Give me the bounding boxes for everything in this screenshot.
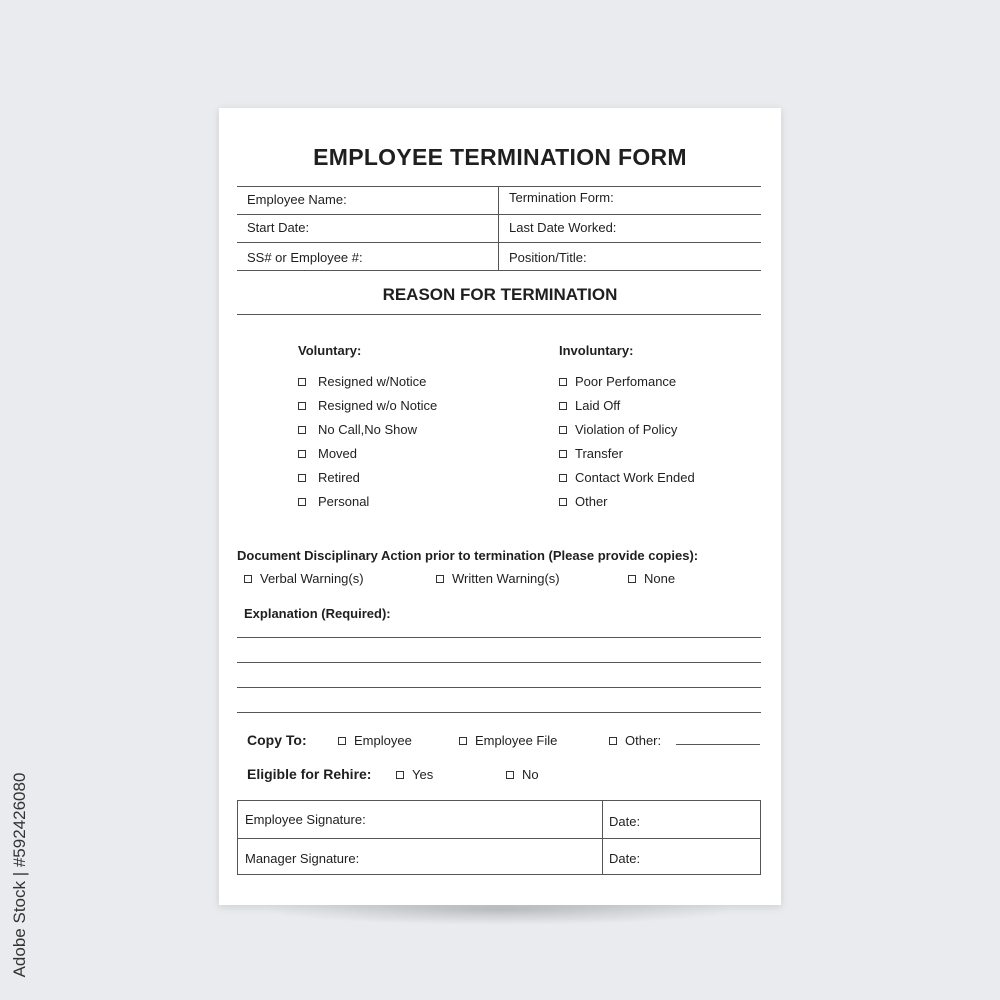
voluntary-option-retired[interactable]: Retired	[298, 470, 360, 485]
info-grid-bottom-line	[237, 270, 761, 271]
checkbox-icon[interactable]	[559, 498, 567, 506]
involuntary-option-poor-performance[interactable]: Poor Perfomance	[559, 374, 676, 389]
checkbox-icon[interactable]	[559, 450, 567, 458]
copy-to-option-employee[interactable]: Employee	[338, 733, 412, 748]
checkbox-icon[interactable]	[244, 575, 252, 583]
involuntary-option-violation-of-policy[interactable]: Violation of Policy	[559, 422, 677, 437]
disciplinary-option-verbal-warning[interactable]: Verbal Warning(s)	[244, 571, 364, 586]
termination-form-page	[219, 108, 781, 905]
explanation-label: Explanation (Required):	[244, 606, 391, 621]
copy-to-other-line[interactable]	[676, 744, 760, 745]
voluntary-option-moved[interactable]: Moved	[298, 446, 357, 461]
checkbox-icon[interactable]	[338, 737, 346, 745]
checkbox-icon[interactable]	[298, 402, 306, 410]
rehire-option-yes[interactable]: Yes	[396, 767, 433, 782]
explanation-line-4[interactable]	[237, 712, 761, 713]
info-grid-line-2	[237, 242, 761, 243]
employee-name-field[interactable]: Employee Name:	[247, 192, 347, 207]
checkbox-icon[interactable]	[298, 474, 306, 482]
manager-signature-field[interactable]: Manager Signature:	[245, 851, 360, 866]
copy-to-option-other[interactable]: Other:	[609, 733, 661, 748]
checkbox-icon[interactable]	[609, 737, 617, 745]
checkbox-icon[interactable]	[298, 450, 306, 458]
start-date-field[interactable]: Start Date:	[247, 220, 310, 235]
checkbox-icon[interactable]	[559, 378, 567, 386]
involuntary-option-transfer[interactable]: Transfer	[559, 446, 623, 461]
checkbox-icon[interactable]	[459, 737, 467, 745]
termination-form-field[interactable]: Termination Form:	[509, 190, 614, 205]
info-grid-line-1	[237, 214, 761, 215]
checkbox-icon[interactable]	[559, 474, 567, 482]
voluntary-option-no-call-no-show[interactable]: No Call,No Show	[298, 422, 417, 437]
involuntary-option-contact-work-ended[interactable]: Contact Work Ended	[559, 470, 695, 485]
reason-heading: REASON FOR TERMINATION	[382, 285, 618, 304]
checkbox-icon[interactable]	[559, 402, 567, 410]
copy-to-label: Copy To:	[247, 732, 307, 748]
disciplinary-option-written-warning[interactable]: Written Warning(s)	[436, 571, 560, 586]
last-date-worked-field[interactable]: Last Date Worked:	[509, 220, 617, 235]
signature-table	[237, 800, 761, 875]
form-title: EMPLOYEE TERMINATION FORM	[313, 144, 687, 170]
info-grid-divider	[498, 186, 499, 270]
stock-id-text: Adobe Stock | #592426080	[10, 772, 29, 978]
copy-to-option-employee-file[interactable]: Employee File	[459, 733, 557, 748]
involuntary-option-laid-off[interactable]: Laid Off	[559, 398, 620, 413]
manager-signature-date-field[interactable]: Date:	[609, 851, 641, 866]
info-grid-top-line	[237, 186, 761, 187]
rehire-option-no[interactable]: No	[506, 767, 539, 782]
rehire-label: Eligible for Rehire:	[247, 766, 372, 782]
ss-employee-number-field[interactable]: SS# or Employee #:	[247, 250, 363, 265]
reason-heading-rule	[237, 314, 761, 315]
voluntary-option-resigned-notice[interactable]: Resigned w/Notice	[298, 374, 426, 389]
signature-col-divider	[602, 801, 603, 874]
disciplinary-option-none[interactable]: None	[628, 571, 675, 586]
voluntary-heading: Voluntary:	[298, 343, 362, 358]
explanation-line-1[interactable]	[237, 637, 761, 638]
involuntary-option-other[interactable]: Other	[559, 494, 608, 509]
checkbox-icon[interactable]	[628, 575, 636, 583]
checkbox-icon[interactable]	[298, 498, 306, 506]
voluntary-option-resigned-no-notice[interactable]: Resigned w/o Notice	[298, 398, 437, 413]
checkbox-icon[interactable]	[506, 771, 514, 779]
explanation-line-3[interactable]	[237, 687, 761, 688]
employee-signature-date-field[interactable]: Date:	[609, 814, 641, 829]
checkbox-icon[interactable]	[396, 771, 404, 779]
employee-signature-field[interactable]: Employee Signature:	[245, 812, 366, 827]
checkbox-icon[interactable]	[298, 426, 306, 434]
involuntary-heading: Involuntary:	[559, 343, 634, 358]
voluntary-option-personal[interactable]: Personal	[298, 494, 369, 509]
stock-id-watermark	[4, 760, 36, 990]
disciplinary-heading: Document Disciplinary Action prior to termination (Please provide copies):	[237, 548, 699, 563]
explanation-line-2[interactable]	[237, 662, 761, 663]
checkbox-icon[interactable]	[298, 378, 306, 386]
signature-row-divider	[238, 838, 760, 839]
checkbox-icon[interactable]	[436, 575, 444, 583]
position-title-field[interactable]: Position/Title:	[509, 250, 587, 265]
checkbox-icon[interactable]	[559, 426, 567, 434]
